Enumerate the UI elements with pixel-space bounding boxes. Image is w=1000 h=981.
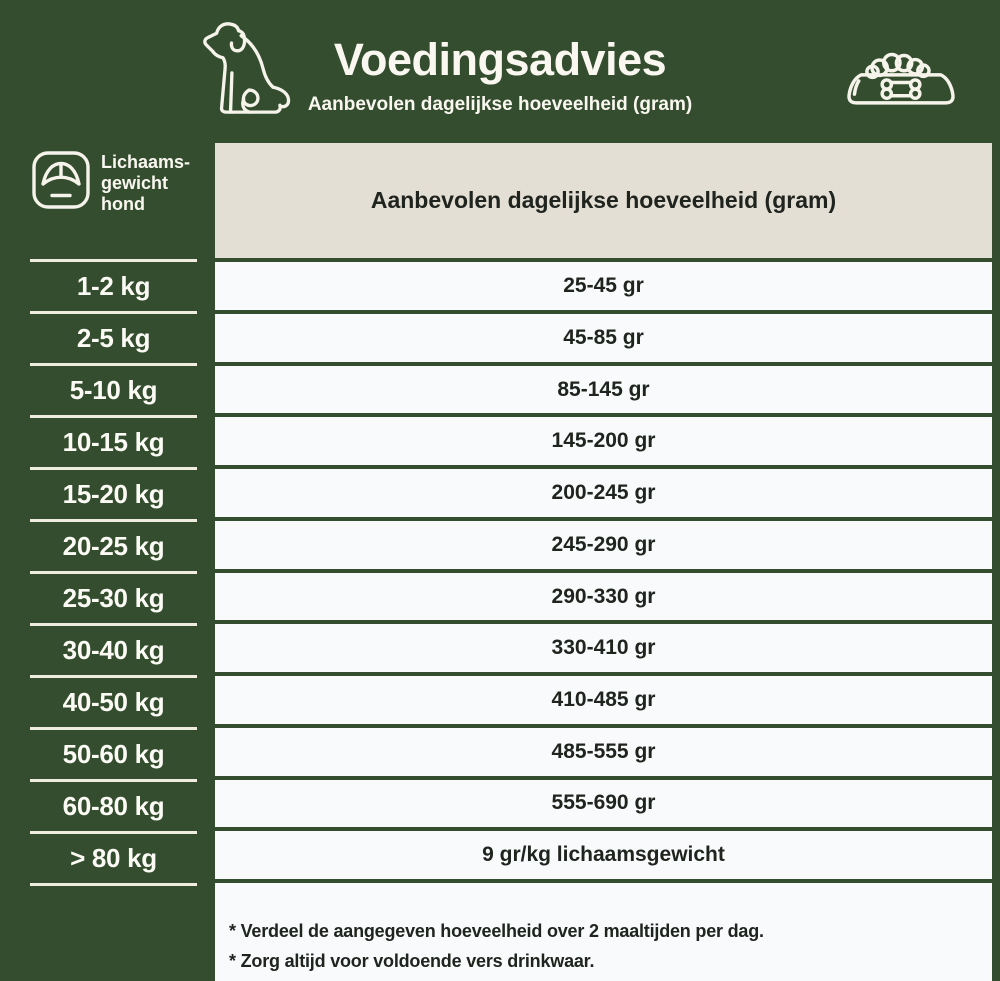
footnotes bbox=[215, 883, 992, 981]
amount-cell: 555-690 gr bbox=[215, 780, 992, 828]
weight-row-label: 20-25 kg bbox=[30, 522, 197, 574]
weight-row-label: 10-15 kg bbox=[30, 418, 197, 470]
page-subtitle: Aanbevolen dagelijkse hoeveelheid (gram) bbox=[307, 94, 693, 115]
amount-cell: 200-245 gr bbox=[215, 469, 992, 517]
weight-row-label: 1-2 kg bbox=[30, 262, 197, 314]
weight-label-line-2: gewicht bbox=[101, 173, 169, 193]
weight-label-line-1: Lichaams- bbox=[101, 152, 191, 172]
food-bowl-icon bbox=[845, 50, 957, 118]
weight-column-label bbox=[101, 150, 190, 215]
weight-row-label: 40-50 kg bbox=[30, 678, 197, 730]
scale-icon bbox=[31, 150, 91, 210]
footnote-2: * Zorg altijd voor voldoende vers drinkwaar. bbox=[229, 950, 595, 971]
amount-column bbox=[215, 143, 992, 981]
amount-column-header: Aanbevolen dagelijkse hoeveelheid (gram) bbox=[215, 143, 992, 258]
footnote-1: * Verdeel de aangegeven hoeveelheid over 2 maaltijden per dag. bbox=[229, 920, 764, 941]
amount-cell: 85-145 gr bbox=[215, 366, 992, 414]
weight-column bbox=[30, 259, 197, 886]
weight-row-label: 50-60 kg bbox=[30, 730, 197, 782]
amount-cell: 330-410 gr bbox=[215, 624, 992, 672]
amount-cell: 290-330 gr bbox=[215, 573, 992, 621]
amount-cell: 485-555 gr bbox=[215, 728, 992, 776]
weight-label-line-3: hond bbox=[101, 194, 145, 214]
amount-cell: 45-85 gr bbox=[215, 314, 992, 362]
weight-row-label: 60-80 kg bbox=[30, 782, 197, 834]
weight-row-label: 5-10 kg bbox=[30, 366, 197, 418]
weight-row-label: 30-40 kg bbox=[30, 626, 197, 678]
amount-cell: 9 gr/kg lichaamsgewicht bbox=[215, 831, 992, 879]
weight-row-label: > 80 kg bbox=[30, 834, 197, 886]
weight-row-label: 15-20 kg bbox=[30, 470, 197, 522]
weight-column-header bbox=[31, 150, 190, 215]
weight-row-label: 2-5 kg bbox=[30, 314, 197, 366]
amount-cell: 410-485 gr bbox=[215, 676, 992, 724]
amount-cell: 245-290 gr bbox=[215, 521, 992, 569]
amount-cell: 145-200 gr bbox=[215, 417, 992, 465]
page-title: Voedingsadvies bbox=[333, 34, 667, 85]
weight-row-label: 25-30 kg bbox=[30, 574, 197, 626]
amount-cell: 25-45 gr bbox=[215, 262, 992, 310]
